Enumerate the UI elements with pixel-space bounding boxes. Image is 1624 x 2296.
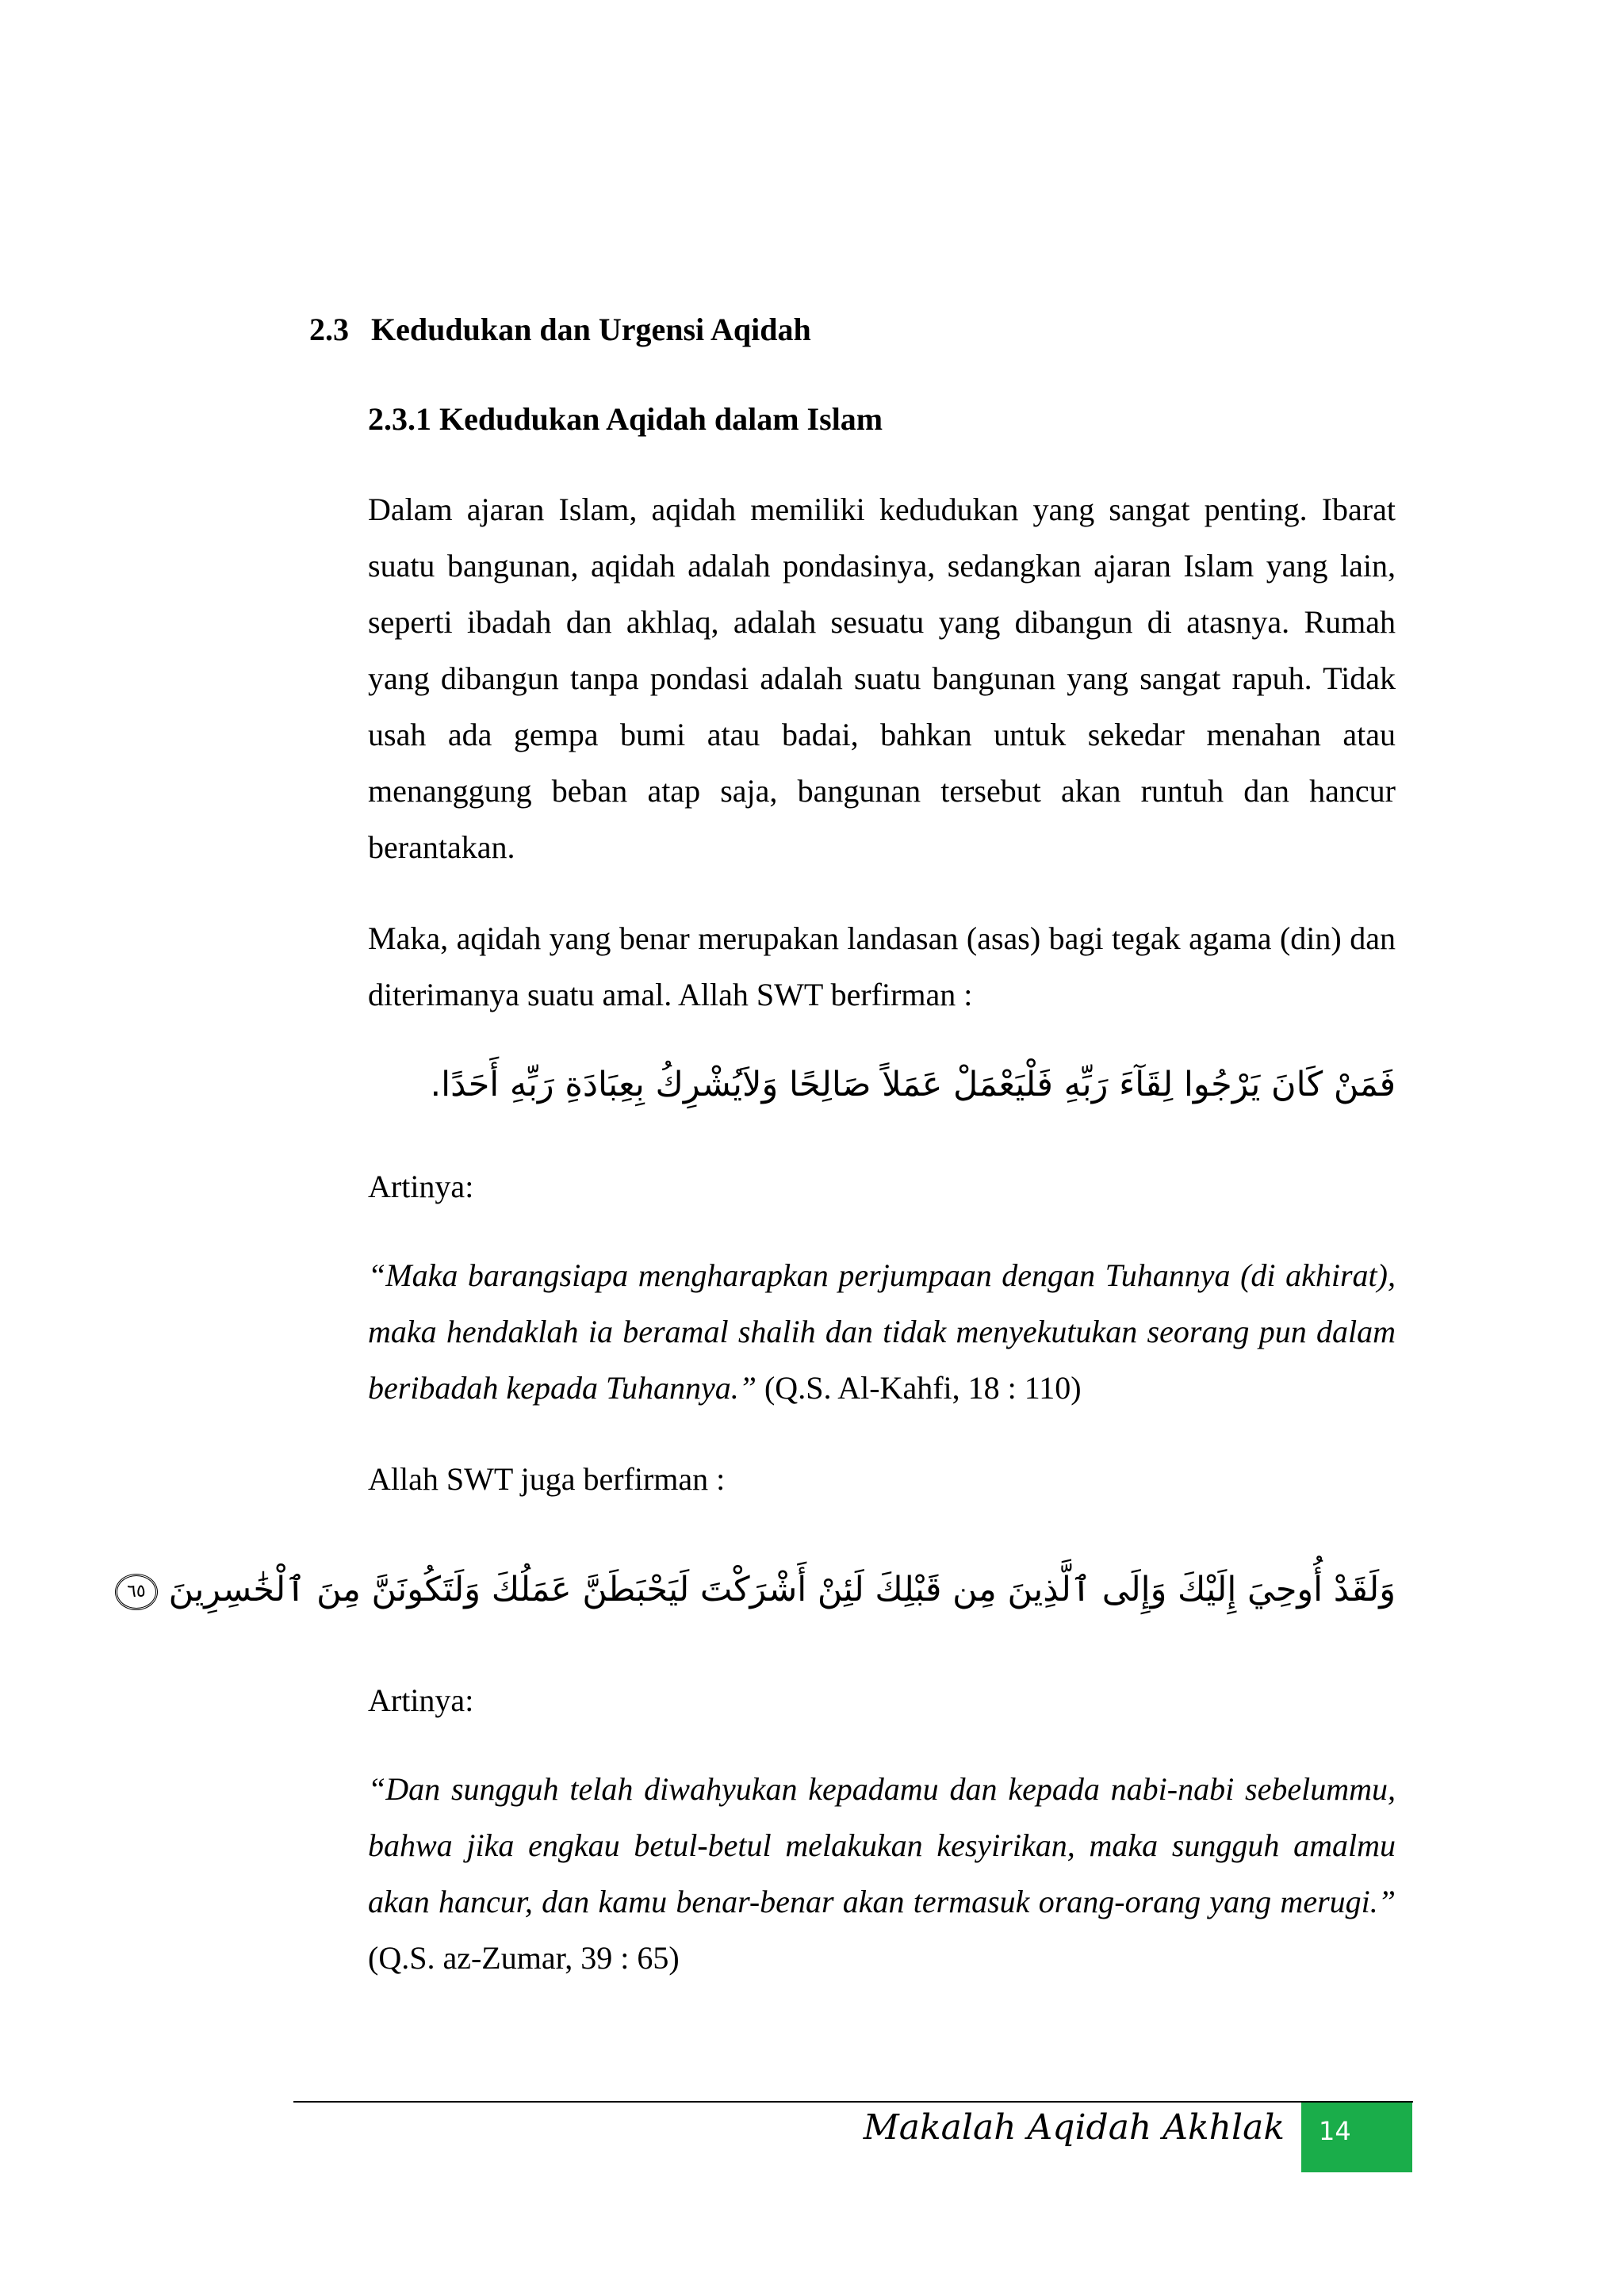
- verse-reference: (Q.S. Al-Kahfi, 18 : 110): [764, 1370, 1082, 1406]
- artinya-label: Artinya:: [368, 1169, 474, 1204]
- page-number-badge: [1301, 2103, 1412, 2172]
- footer-title: Makalah Aqidah Akhlak: [863, 2107, 1285, 2148]
- translation-text: “Maka barangsiapa mengharapkan perjumpaan dengan Tuhannya (di akhirat), maka hendaklah ia beramal shalih dan tidak menyekutukan seorang pun dalam beribadah kepada Tuhannya.”: [368, 1257, 1396, 1406]
- section-heading: [309, 311, 811, 349]
- verse-number-marker: ٦٥: [115, 1574, 158, 1610]
- paragraph-foundation: Maka, aqidah yang benar merupakan landasan (asas) bagi tegak agama (din) dan diterimanya suatu amal. Allah SWT berfirman :: [368, 920, 1396, 1012]
- subsection-heading: 2.3.1 Kedudukan Aqidah dalam Islam: [368, 401, 883, 437]
- paragraph-aqidah-position: Dalam ajaran Islam, aqidah memiliki kedudukan yang sangat penting. Ibarat suatu bangunan, aqidah adalah pondasinya, sedangkan ajaran Islam yang lain, seperti ibadah dan akhlaq, adalah sesuatu yang dibangun di atasnya. Rumah yang dibangun tanpa pondasi adalah suatu bangunan yang sangat rapuh. Tidak usah ada gempa bumi atau badai, bahkan untuk sekedar menahan atau menanggung beban atap saja, bangunan tersebut akan runtuh dan hancur berantakan.: [368, 492, 1396, 865]
- translation-text: “Dan sungguh telah diwahyukan kepadamu dan kepada nabi-nabi sebelummu, bahwa jika engkau betul-betul melakukan kesyirikan, maka sungguh amalmu akan hancur, dan kamu benar-benar akan termasuk orang-orang yang merugi.”: [368, 1771, 1396, 1919]
- section-title: Kedudukan dan Urgensi Aqidah: [371, 312, 811, 347]
- section-number: 2.3: [309, 312, 349, 347]
- artinya-label: Artinya:: [368, 1682, 474, 1718]
- arabic-verse-al-kahfi: فَمَنْ كَانَ يَرْجُوا لِقَآءَ رَبِّهِ فَلْيَعْمَلْ عَمَلاً صَالِحًا وَلاَيُشْرِكُ بِعِبَادَةِ رَبِّهِ أَحَدًا.: [430, 1065, 1396, 1104]
- arabic-verse-az-zumar: [110, 1566, 1396, 1613]
- arabic-verse-text: وَلَقَدْ أُوحِيَ إِلَيْكَ وَإِلَى ٱلَّذِينَ مِن قَبْلِكَ لَئِنْ أَشْرَكْتَ لَيَحْبَطَنَّ عَمَلُكَ وَلَتَكُونَنَّ مِنَ ٱلْخَٰسِرِينَ: [168, 1570, 1396, 1609]
- translation-az-zumar: [368, 1761, 1396, 1986]
- translation-al-kahfi: [368, 1247, 1396, 1416]
- verse-intro: Allah SWT juga berfirman :: [368, 1461, 726, 1497]
- page-number: 14: [1319, 2116, 1351, 2146]
- verse-reference: (Q.S. az-Zumar, 39 : 65): [368, 1940, 680, 1976]
